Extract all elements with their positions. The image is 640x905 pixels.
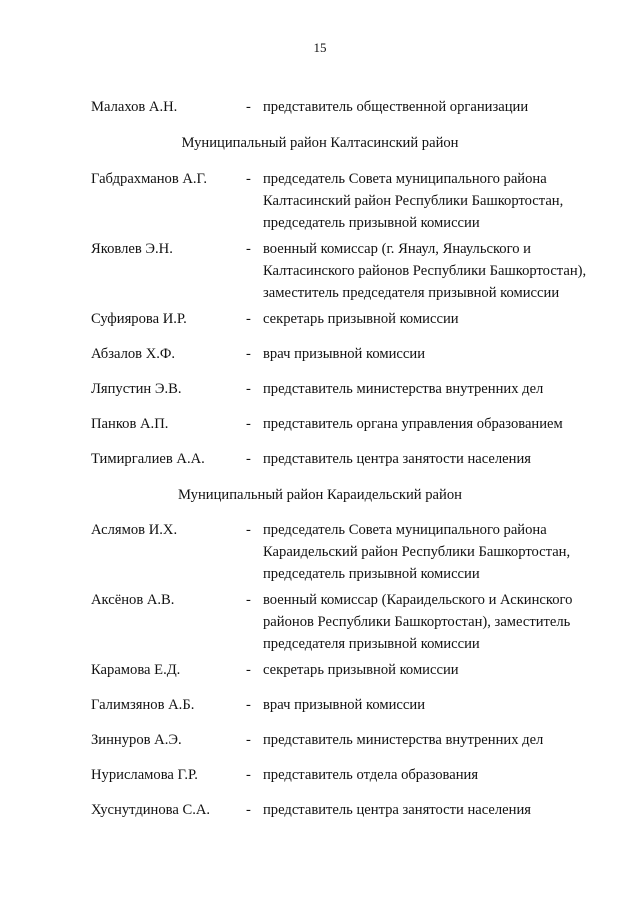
member-name: Карамова Е.Д. — [91, 662, 181, 678]
member-role — [263, 308, 608, 330]
role-line: секретарь призывной комиссии — [263, 311, 459, 327]
dash-separator: - — [246, 697, 251, 713]
role-line: представитель общественной организации — [263, 99, 529, 115]
dash-separator: - — [246, 592, 251, 608]
member-name: Малахов А.Н. — [91, 99, 178, 115]
dash-separator: - — [246, 416, 251, 432]
dash-separator: - — [246, 346, 251, 362]
member-name: Аслямов И.Х. — [91, 522, 178, 538]
dash-separator: - — [246, 99, 251, 115]
member-role — [263, 413, 608, 435]
member-name: Абзалов Х.Ф. — [91, 346, 176, 362]
role-line: врач призывной комиссии — [263, 697, 425, 713]
member-name: Габдрахманов А.Г. — [91, 171, 207, 187]
role-line: председатель Совета муниципального района — [263, 522, 547, 538]
role-line: представитель министерства внутренних дел — [263, 732, 544, 748]
role-line: заместитель председателя призывной комиссии — [263, 285, 560, 301]
role-line: председатель Совета муниципального района — [263, 171, 547, 187]
section-heading: Муниципальный район Калтасинский район — [181, 135, 459, 151]
role-line: представитель центра занятости населения — [263, 451, 531, 467]
role-line: председатель призывной комиссии — [263, 566, 480, 582]
dash-separator: - — [246, 451, 251, 467]
role-line: секретарь призывной комиссии — [263, 662, 459, 678]
section-heading: Муниципальный район Караидельский район — [178, 487, 462, 503]
dash-separator: - — [246, 381, 251, 397]
role-line: Караидельский район Республики Башкортостан, — [263, 544, 571, 560]
member-role — [263, 448, 608, 470]
role-line: представитель органа управления образованием — [263, 416, 563, 432]
role-line: председатель призывной комиссии — [263, 215, 480, 231]
member-name: Яковлев Э.Н. — [91, 241, 173, 257]
dash-separator: - — [246, 241, 251, 257]
member-name: Ляпустин Э.В. — [91, 381, 182, 397]
member-role — [263, 694, 608, 716]
member-role — [263, 168, 608, 234]
role-line: врач призывной комиссии — [263, 346, 425, 362]
dash-separator: - — [246, 767, 251, 783]
member-role — [263, 659, 608, 681]
member-role — [263, 378, 608, 400]
member-name: Тимиргалиев А.А. — [91, 451, 205, 467]
member-role — [263, 238, 608, 304]
member-role — [263, 96, 608, 118]
dash-separator: - — [246, 802, 251, 818]
member-role — [263, 799, 608, 821]
dash-separator: - — [246, 522, 251, 538]
member-name: Нурисламова Г.Р. — [91, 767, 198, 783]
role-line: председателя призывной комиссии — [263, 636, 480, 652]
role-line: Калтасинский район Республики Башкортостан, — [263, 193, 564, 209]
role-line: районов Республики Башкортостан), заместитель — [263, 614, 571, 630]
role-line: представитель министерства внутренних дел — [263, 381, 544, 397]
page-number: 15 — [313, 40, 327, 55]
member-name: Хуснутдинова С.А. — [91, 802, 211, 818]
member-role — [263, 764, 608, 786]
member-name: Галимзянов А.Б. — [91, 697, 195, 713]
member-role — [263, 729, 608, 751]
dash-separator: - — [246, 311, 251, 327]
member-role — [263, 343, 608, 365]
dash-separator: - — [246, 732, 251, 748]
role-line: военный комиссар (Караидельского и Аскинского — [263, 592, 573, 608]
member-name: Зиннуров А.Э. — [91, 732, 182, 748]
dash-separator: - — [246, 171, 251, 187]
member-role — [263, 589, 608, 655]
member-role — [263, 519, 608, 585]
dash-separator: - — [246, 662, 251, 678]
role-line: представитель центра занятости населения — [263, 802, 531, 818]
role-line: военный комиссар (г. Янаул, Янаульского и — [263, 241, 531, 257]
role-line: представитель отдела образования — [263, 767, 479, 783]
member-name: Аксёнов А.В. — [91, 592, 175, 608]
member-name: Суфиярова И.Р. — [91, 311, 187, 327]
member-name: Панков А.П. — [91, 416, 169, 432]
role-line: Калтасинского районов Республики Башкортостан), — [263, 263, 587, 279]
